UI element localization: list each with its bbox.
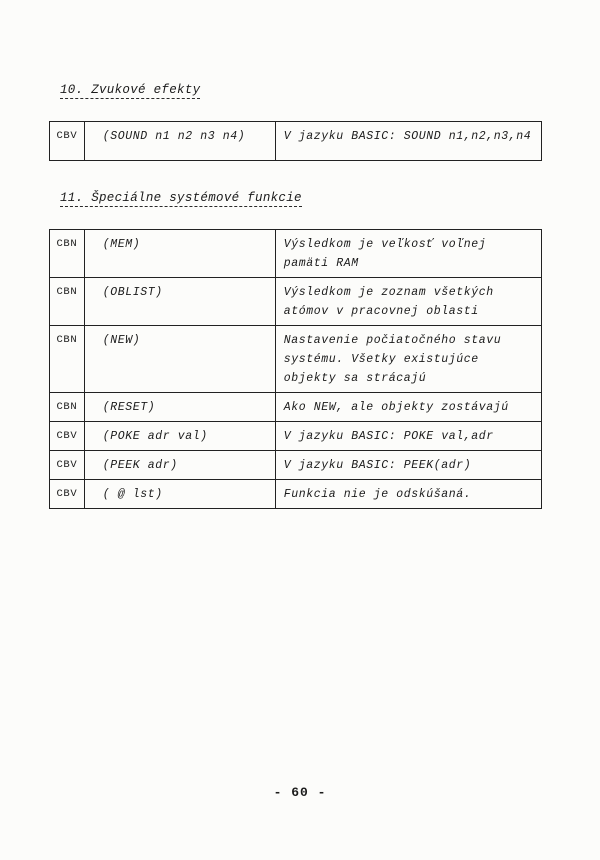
command-type-cell: CBV [50, 480, 85, 509]
page-number: - 60 - [273, 785, 327, 800]
command-description-cell: Výsledkom je veľkosť voľnej pamäti RAM [275, 230, 541, 278]
command-description-cell: Nastavenie počiatočného stavu systému. Všetky existujúce objekty sa strácajú [275, 326, 541, 393]
table-row [50, 422, 542, 451]
command-type-cell: CBV [50, 422, 85, 451]
table-row [50, 480, 542, 509]
command-description-cell: V jazyku BASIC: POKE val,adr [275, 422, 541, 451]
command-description-cell: Ako NEW, ale objekty zostávajú [275, 393, 541, 422]
table-row [50, 393, 542, 422]
command-syntax-cell: (SOUND n1 n2 n3 n4) [84, 122, 275, 161]
command-type-cell: CBV [50, 122, 85, 161]
command-description-cell: V jazyku BASIC: SOUND n1,n2,n3,n4 [275, 122, 541, 161]
section-heading-system-functions [60, 191, 302, 205]
command-description-cell: Funkcia nie je odskúšaná. [275, 480, 541, 509]
command-syntax-cell: ( @ lst) [84, 480, 275, 509]
command-syntax-cell: (POKE adr val) [84, 422, 275, 451]
system-functions-table [49, 229, 542, 509]
command-syntax-cell: (MEM) [84, 230, 275, 278]
command-type-cell: CBN [50, 393, 85, 422]
table-row [50, 326, 542, 393]
table-row [50, 122, 542, 161]
section-heading-sound-effects [60, 83, 200, 97]
section-heading-text: 10. Zvukové efekty [60, 83, 201, 97]
command-type-cell: CBV [50, 451, 85, 480]
command-type-cell: CBN [50, 230, 85, 278]
command-type-cell: CBN [50, 278, 85, 326]
table-row [50, 230, 542, 278]
command-type-cell: CBN [50, 326, 85, 393]
command-syntax-cell: (NEW) [84, 326, 275, 393]
command-syntax-cell: (PEEK adr) [84, 451, 275, 480]
table-row [50, 278, 542, 326]
section-heading-text: 11. Špeciálne systémové funkcie [60, 191, 302, 205]
command-description-cell: V jazyku BASIC: PEEK(adr) [275, 451, 541, 480]
command-description-cell: Výsledkom je zoznam všetkých atómov v pracovnej oblasti [275, 278, 541, 326]
table-row [50, 451, 542, 480]
command-syntax-cell: (RESET) [84, 393, 275, 422]
sound-commands-table [49, 121, 542, 161]
command-syntax-cell: (OBLIST) [84, 278, 275, 326]
